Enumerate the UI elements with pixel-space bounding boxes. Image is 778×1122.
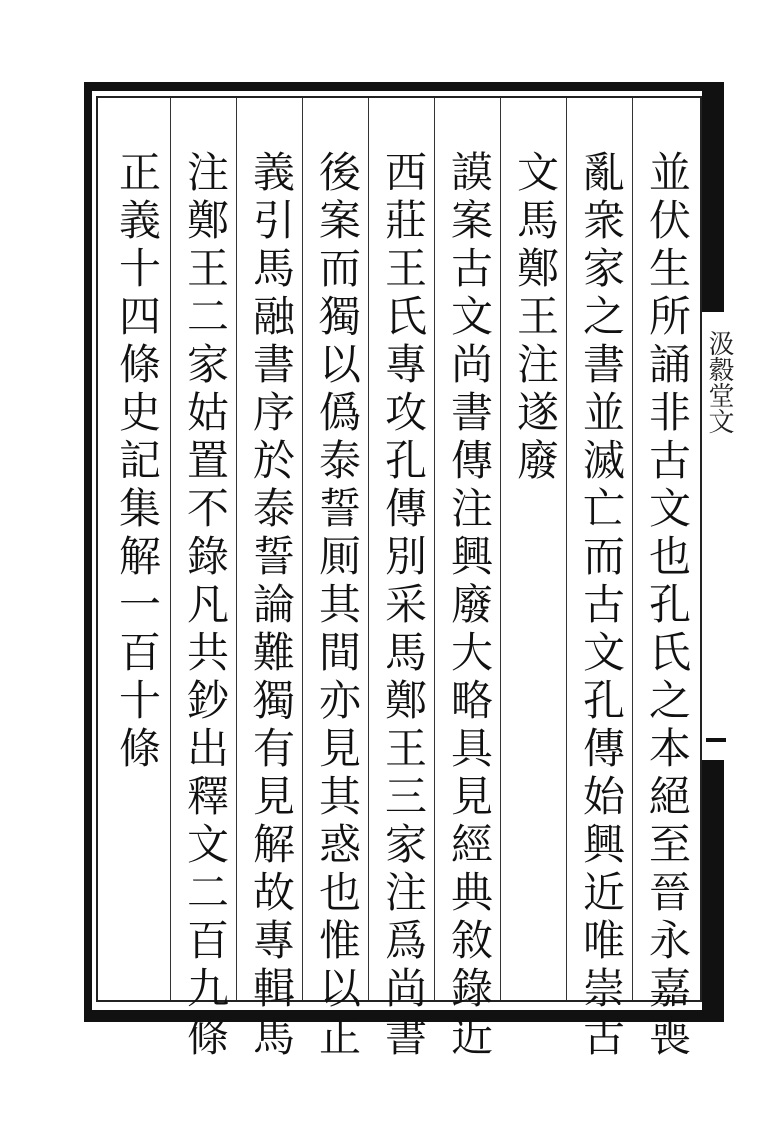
column-rule bbox=[500, 98, 501, 1000]
text-column-1: 並伏生所誦非古文也孔氏之本絕至晉永嘉喪 bbox=[643, 150, 692, 1062]
spine-rule bbox=[700, 96, 702, 1002]
column-rule bbox=[302, 98, 303, 1000]
text-column-2: 亂衆家之書並滅亡而古文孔傳始興近唯崇古 bbox=[577, 150, 626, 1062]
spine-page-mark bbox=[706, 738, 726, 742]
inner-border-left bbox=[96, 96, 98, 1002]
column-rule bbox=[236, 98, 237, 1000]
text-column-3: 文馬鄭王注遂廢 bbox=[511, 150, 560, 486]
text-column-9: 正義十四條史記集解一百十條 bbox=[113, 150, 162, 774]
text-column-4: 謨案古文尚書傳注興廢大略具見經典敘錄近 bbox=[445, 150, 494, 1062]
frame-border-top bbox=[84, 82, 724, 91]
column-rule bbox=[632, 98, 633, 1000]
text-column-6: 後案而獨以僞泰誓厠其間亦見其惑也惟以正 bbox=[313, 150, 362, 1062]
text-column-5: 西莊王氏專攻孔傳別采馬鄭王三家注爲尚書 bbox=[379, 150, 428, 1062]
column-rule bbox=[566, 98, 567, 1000]
inner-border-top bbox=[96, 96, 706, 98]
text-column-8: 注鄭王二家姑置不錄凡共鈔出釋文二百九條 bbox=[181, 150, 230, 1062]
frame-border-left bbox=[84, 82, 92, 1022]
column-rule bbox=[170, 98, 171, 1000]
spine-title: 汲縠堂文 bbox=[704, 330, 734, 434]
fish-tail-lower bbox=[702, 760, 724, 1018]
fish-tail-upper bbox=[702, 82, 724, 312]
column-rule bbox=[434, 98, 435, 1000]
column-rule bbox=[368, 98, 369, 1000]
text-column-7: 義引馬融書序於泰誓論難獨有見解故專輯馬 bbox=[247, 150, 296, 1062]
